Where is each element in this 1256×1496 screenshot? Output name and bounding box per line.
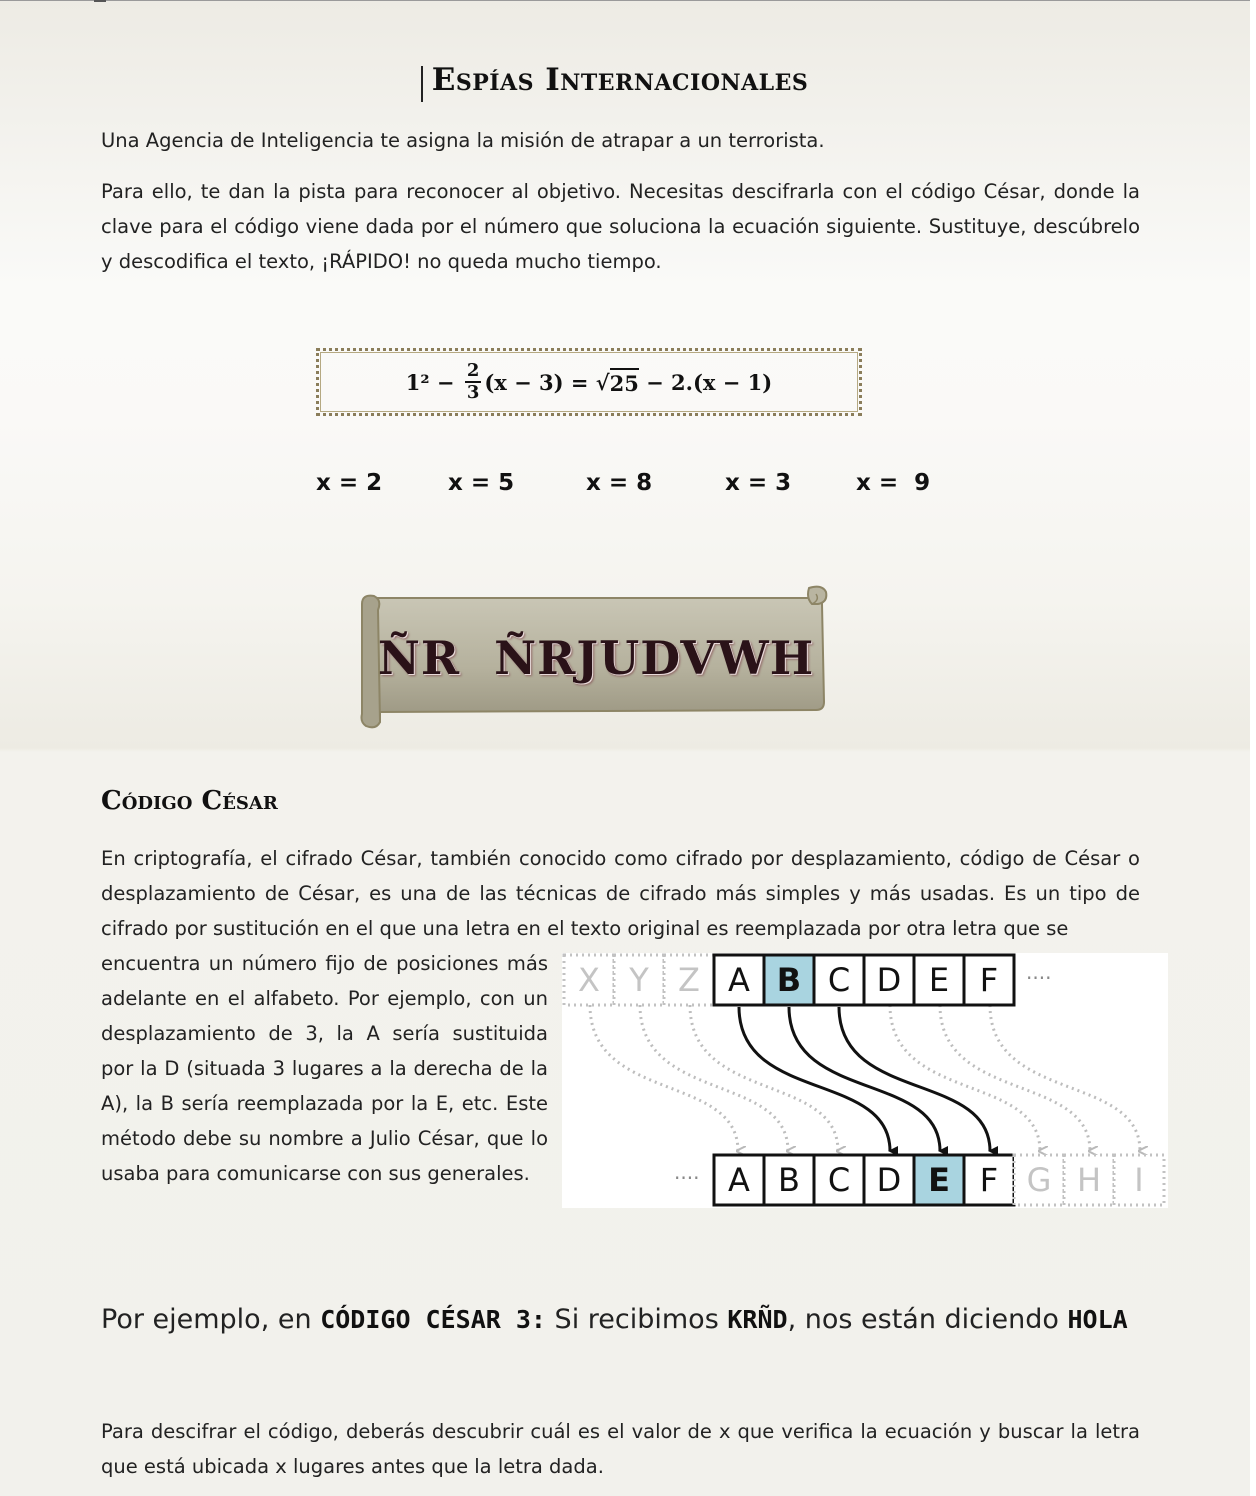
example-code-label: CÓDIGO CÉSAR 3:	[320, 1305, 546, 1334]
caesar-paragraph-continued: encuentra un número fijo de posiciones más adelante en el alfabeto. Por ejemplo, con un desplazamiento de 3, la A sería sustituida por la D (situada 3 lugares a la derecha de la A), la B sería reemplazada por la E, etc. Este método debe su nombre a Julio César, que lo usaba para comunicarse con sus generales.	[101, 952, 548, 1185]
top-faded-letter-x	[564, 955, 614, 1005]
page-edge	[1250, 0, 1256, 1496]
bottom-faded-letter-h-text: H	[1076, 1161, 1102, 1199]
top-letter-f	[964, 955, 1014, 1005]
top-faded-letter-z-text: Z	[678, 961, 700, 999]
bottom-letter-b	[764, 1155, 814, 1205]
shift-arrows	[739, 1007, 990, 1151]
example-middle: Si recibimos	[545, 1304, 728, 1335]
top-faded-letter-z	[664, 955, 714, 1005]
bottom-faded-letter-h	[1064, 1155, 1114, 1205]
caesar-shift-diagram	[562, 953, 1168, 1208]
cipher-text: ÑR ÑRJUDVWH	[377, 631, 815, 685]
top-faded-letters	[564, 955, 714, 1005]
equation-right-rest: − 2.(x − 1)	[638, 369, 773, 395]
fraction-denominator: 3	[466, 382, 480, 403]
cipher-scroll	[354, 584, 834, 732]
top-letter-c	[814, 955, 864, 1005]
shift-diagram-graphic	[562, 953, 1168, 1208]
option-x-2: x = 2	[316, 470, 383, 496]
faded-arrows	[590, 1005, 1140, 1151]
page-title: Espías Internacionales	[431, 62, 809, 98]
equation-left-base: 1²	[405, 369, 430, 395]
ellipsis-right: ····	[1026, 966, 1052, 990]
option-x-8: x = 8	[586, 470, 653, 496]
top-letter-d-text: D	[876, 961, 902, 999]
bottom-faded-letter-i	[1114, 1155, 1164, 1205]
equation-radicand: 25	[610, 368, 639, 396]
bottom-faded-letter-g	[1014, 1155, 1064, 1205]
option-x-9: x = 9	[856, 470, 931, 496]
top-letter-f-text: F	[979, 961, 999, 999]
closing-paragraph: Para descifrar el código, deberás descubrir cuál es el valor de x que verifica la ecuación y buscar la letra que está ubicada x lugares antes que la letra dada.	[101, 1420, 1140, 1478]
top-letter-c-text: C	[827, 961, 851, 999]
example-plain-word: HOLA	[1067, 1305, 1128, 1334]
option-x-3: x = 3	[725, 470, 792, 496]
text-cursor	[421, 66, 423, 102]
top-faded-letter-x-text: X	[578, 961, 600, 999]
top-letter-e-text: E	[928, 961, 950, 999]
example-line	[101, 1304, 1128, 1335]
bottom-letter-c-text: C	[827, 1161, 851, 1199]
intro-paragraph: Una Agencia de Inteligencia te asigna la misión de atrapar a un terrorista.	[101, 129, 825, 152]
top-letter-a-text: A	[728, 961, 750, 999]
bottom-letter-a	[714, 1155, 764, 1205]
top-faded-letter-y	[614, 955, 664, 1005]
section-title: Código César	[101, 786, 278, 816]
bottom-letter-b-text: B	[778, 1161, 800, 1199]
bottom-faded-letters	[1014, 1155, 1164, 1205]
bottom-letter-c	[814, 1155, 864, 1205]
top-letter-b	[764, 955, 814, 1005]
ruler-mark	[94, 0, 106, 2]
equation-box	[316, 348, 862, 416]
bottom-faded-letter-g-text: G	[1026, 1161, 1052, 1199]
example-prefix: Por ejemplo, en	[101, 1304, 321, 1335]
bottom-letter-d	[864, 1155, 914, 1205]
bottom-letter-a-text: A	[728, 1161, 750, 1199]
ruler-line	[0, 0, 1250, 1]
bottom-letter-e-text: E	[928, 1161, 950, 1199]
bottom-letter-f	[964, 1155, 1014, 1205]
bottom-alphabet-row	[714, 1155, 1014, 1205]
bottom-letter-f-text: F	[979, 1161, 999, 1199]
top-letter-d	[864, 955, 914, 1005]
equation-left-rest: (x − 3) = √	[484, 369, 610, 395]
top-alphabet-row	[714, 955, 1014, 1005]
bottom-letter-e	[914, 1155, 964, 1205]
ellipsis-left: ····	[674, 1166, 700, 1190]
option-x-5: x = 5	[448, 470, 515, 496]
bottom-faded-letter-i-text: I	[1134, 1161, 1144, 1199]
fraction-numerator: 2	[466, 360, 480, 381]
caesar-paragraph: En criptografía, el cifrado César, también conocido como cifrado por desplazamiento, código de César o desplazamiento de César, es una de las técnicas de cifrado más simples y más usadas. Es un tipo de cifrado por sustitución en el que una letra en el texto original es reemplazada por otra letra que se	[101, 847, 1140, 940]
top-faded-letter-y-text: Y	[629, 961, 649, 999]
bottom-letter-d-text: D	[876, 1161, 902, 1199]
instructions-paragraph: Para ello, te dan la pista para reconocer al objetivo. Necesitas descifrarla con el código César, donde la clave para el código viene dada por el número que soluciona la ecuación siguiente. Sustituye, descúbrelo y descodifica el texto, ¡RÁPIDO! no queda mucho tiempo.	[101, 180, 1140, 273]
example-middle2: , nos están diciendo	[787, 1304, 1068, 1335]
equation-fraction	[465, 361, 482, 403]
equation-minus: −	[429, 369, 462, 395]
top-letter-a	[714, 955, 764, 1005]
top-letter-e	[914, 955, 964, 1005]
example-cipher-word: KRÑD	[727, 1305, 788, 1334]
top-letter-b-text: B	[776, 961, 802, 999]
